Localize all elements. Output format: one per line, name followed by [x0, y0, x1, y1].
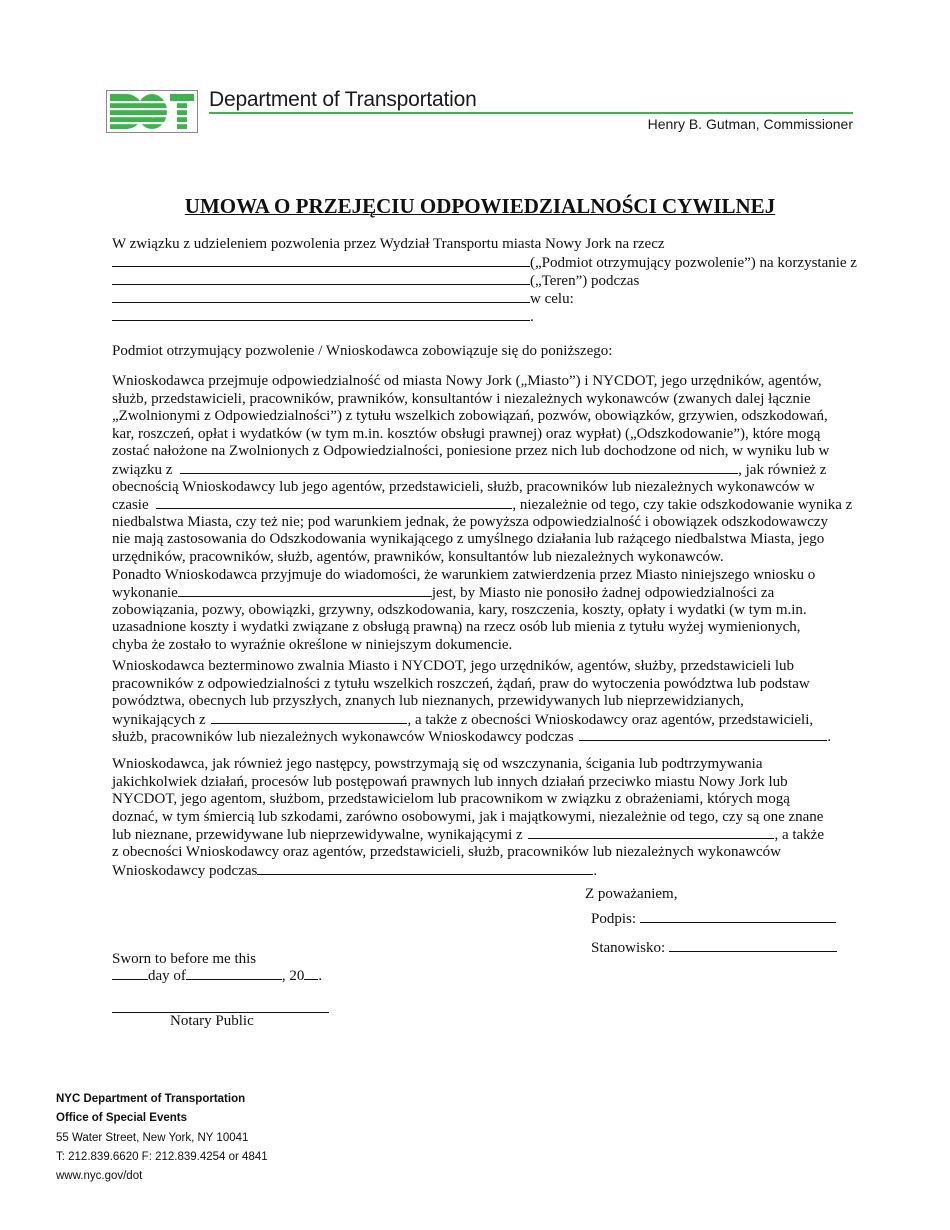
covenant-activity-field[interactable]: [528, 826, 774, 839]
release-paragraph: Wnioskodawca bezterminowo zwalnia Miasto i NYCDOT, jego urzędników, agentów, służby, przedstawicieli lub pracowników z odpowiedzialności z tytułu wszelkich roszczeń, żądań, praw do wytoczenia powództwa lub podstaw powództwa, obecnych lub przyszłych, znanych lub nieznanych, przewidywanych lub nieprzewidzianych, wynikających z , a także z obecności Wnioskodawcy oraz agentów, przedstawicieli, służb, pracowników lub niezależnych wykonawców Wnioskodawcy podczas .: [112, 658, 832, 746]
permittee-name-field[interactable]: [112, 254, 530, 267]
notary-month-field[interactable]: [186, 967, 282, 980]
intro-line-3: („Teren”) podczas: [112, 272, 639, 291]
department-name: Department of Transportation: [209, 88, 477, 111]
covenant-period-field[interactable]: [257, 862, 593, 875]
notary-label: Notary Public: [170, 1013, 254, 1029]
closing-regards: Z poważaniem,: [585, 886, 678, 902]
svg-text:DOT: DOT: [152, 118, 155, 119]
release-activity-field[interactable]: [211, 711, 407, 724]
notary-day-field[interactable]: [112, 967, 148, 980]
position-field[interactable]: [669, 939, 837, 952]
period-field[interactable]: [156, 496, 512, 509]
notary-date-row: day of , 20 .: [112, 967, 322, 986]
footer-address: 55 Water Street, New York, NY 10041: [56, 1132, 249, 1144]
indemnity-paragraph: Wnioskodawca przejmuje odpowiedzialność od miasta Nowy Jork („Miasto”) i NYCDOT, jego urzędników, agentów, służb, przedstawicieli, pracowników, prawników, konsultantów i niezależnych wykonawców (zwanych dalej łącznie „Zwolnionymi z Odpowiedzialności”) z tytułu wszelkich zobowiązań, pozwów, obowiązków, grzywien, odszkodowań, kar, roszczeń, opłat i wydatków (w tym m.in. kosztów obsługi prawnej) oraz wypłat) („Odszkodowanie”), które mogą zostać nałożone na Zwolnionych z Odpowiedzialności, poniesione przez nich lub dochodzone od nich, w wyniku lub w związku z , jak również z obecnością Wnioskodawcy lub jego agentów, przedstawicieli, służb, pracowników lub niezależnych wykonawców w czasie , niezależnie od tego, czy takie odszkodowanie wynika z niedbalstwa Miasta, czy też nie; pod warunkiem jednak, że powyższa odpowiedzialność i obowiązek odszkodowawczy nie mają zastosowania do Odszkodowania wynikającego z umyślnego działania lub rażącego niedbalstwa Miasta, jego urzędników, pracowników, służb, agentów, prawników, konsultantów lub niezależnych wykonawców. Ponadto Wnioskodawca przyjmuje do wiadomości, że warunkiem zatwierdzenia przez Miasto niniejszego wniosku o wykonanie jest, by Miasto nie ponosiło żadnej odpowiedzialności za zobowiązania, pozwy, obowiązki, grzywny, odszkodowania, kary, roszczenia, koszty, opłaty i wydatki (w tym m.in. uzasadnione koszty i wydatki związane z obsługą prawną) na rzecz osób lub mienia z tytułu wyżej wymienionych, chyba że zostało to wyraźnie określone w niniejszym dokumencie.: [112, 373, 853, 653]
signature-field[interactable]: [640, 910, 836, 923]
release-period-field[interactable]: [579, 728, 827, 741]
dot-logo: [106, 90, 198, 133]
site-field[interactable]: [112, 272, 530, 285]
commissioner-name: Henry B. Gutman, Commissioner: [647, 116, 853, 132]
intro-line-5: .: [112, 308, 534, 327]
footer-org: NYC Department of Transportation: [56, 1093, 246, 1105]
intro-line-4: w celu:: [112, 290, 574, 309]
intro-line-2: („Podmiot otrzymujący pozwolenie”) na korzystanie z: [112, 254, 857, 273]
purpose-field[interactable]: [112, 308, 530, 321]
position-row: Stanowisko:: [591, 939, 837, 958]
notary-sworn: Sworn to before me this: [112, 951, 257, 967]
intro-line-1: W związku z udzieleniem pozwolenia przez Wydział Transportu miasta Nowy Jork na rzecz: [112, 236, 665, 252]
footer-office: Office of Special Events: [56, 1112, 188, 1124]
footer-phone: T: 212.839.6620 F: 212.839.4254 or 4841: [56, 1151, 268, 1163]
header-rule: [209, 112, 853, 114]
footer-website[interactable]: www.nyc.gov/dot: [56, 1170, 143, 1182]
obligation-heading: Podmiot otrzymujący pozwolenie / Wnioskodawca zobowiązuje się do poniższego:: [112, 343, 613, 359]
document-title: UMOWA O PRZEJĘCIU ODPOWIEDZIALNOŚCI CYWILNEJ: [184, 194, 776, 218]
covenant-paragraph: Wnioskodawca, jak również jego następcy, powstrzymają się od wszczynania, ścigania lub podtrzymywania jakichkolwiek działań, procesów lub postępowań prawnych lub innych działań przeciwko miastu Nowy Jork lub NYCDOT, jego agentom, służbom, przedstawicielom lub pracownikom w związku z obrażeniami, których mogą doznać, w tym śmiercią lub szkodami, zarówno osobowymi, jak i majątkowymi, niezależnie od tego, czy są one znane lub nieznane, przewidywane lub nieprzewidywalne, wynikającymi z , a także z obecności Wnioskodawcy oraz agentów, przedstawicieli, służb, pracowników lub niezależnych wykonawców Wnioskodawcy podczas .: [112, 756, 824, 879]
signature-row: Podpis:: [591, 910, 836, 929]
event-date-field[interactable]: [112, 290, 530, 303]
activity-field[interactable]: [180, 461, 738, 474]
notary-year-field[interactable]: [304, 967, 318, 980]
work-field[interactable]: [178, 584, 432, 597]
